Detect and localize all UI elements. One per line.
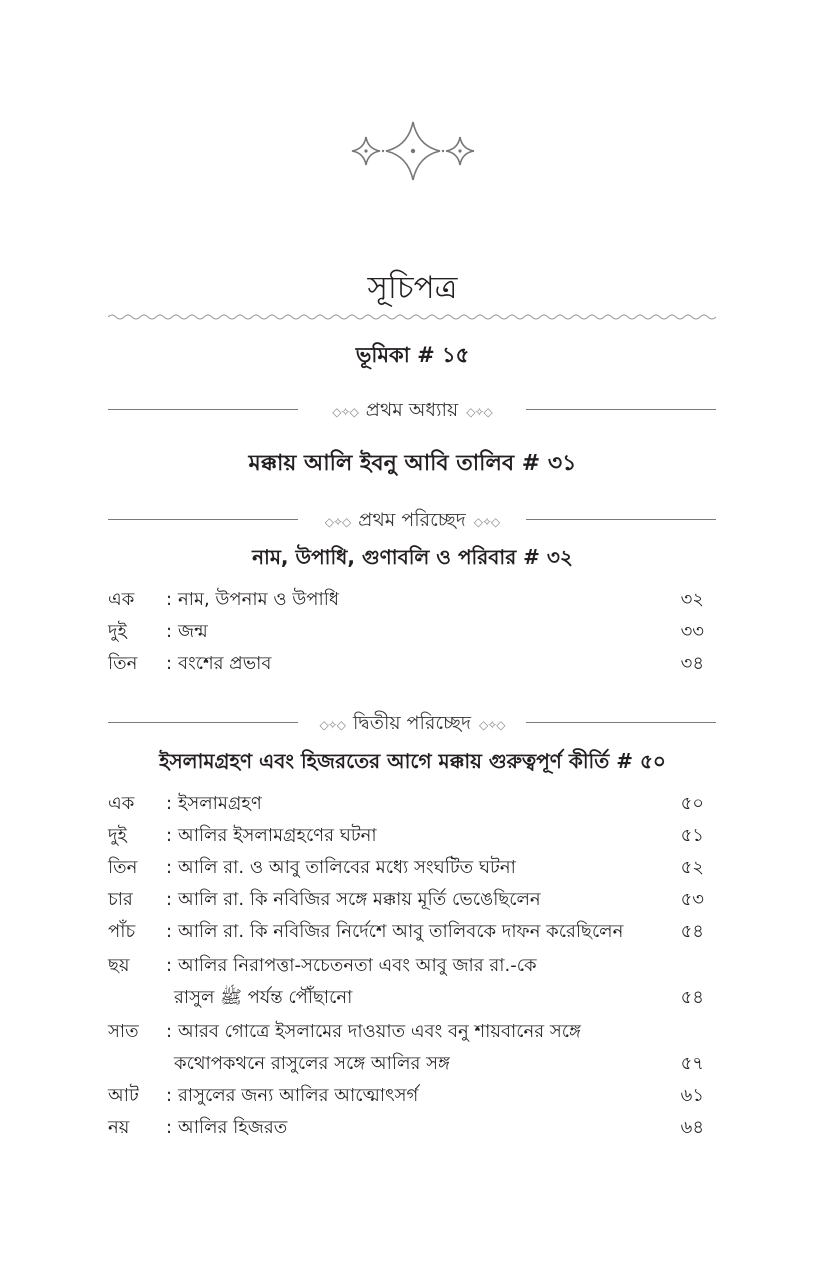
entry-page: ৫৪ (680, 921, 704, 942)
section-heading: নাম, উপাধি, গুণাবলি ও পরিবার # ৩২ (252, 545, 573, 569)
entry-title: নাম, উপনাম ও উপাধি (178, 589, 339, 610)
entry-title: বংশের প্রভাব (178, 653, 272, 674)
entry-number: আট (108, 1085, 139, 1106)
diamond-ornament-icon: ◇✧◇ (319, 718, 345, 732)
entry-number: এক (108, 589, 135, 610)
diamond-ornament-icon: ◇✧◇ (332, 405, 358, 419)
entry-page: ৩৩ (680, 621, 704, 642)
entry-title: আলি রা. কি নবিজির সঙ্গে মক্কায় মূর্তি ভেঙেছিলেন (178, 889, 541, 910)
intro-entry: ভূমিকা # ১৫ (355, 343, 470, 367)
entry-number: দুই (108, 621, 127, 642)
entry-number: দুই (108, 825, 127, 846)
entry-number: সাত (108, 1021, 139, 1042)
entry-number: চার (108, 889, 133, 910)
star-ornament-icon (348, 120, 478, 182)
entry-title: আলির নিরাপত্তা-সচেতনতা এবং আবু জার রা.-কে (178, 955, 537, 976)
entry-number: পাঁচ (108, 921, 136, 942)
entry-page: ৬৪ (680, 1117, 704, 1138)
section-divider (108, 508, 716, 532)
entry-number: এক (108, 793, 135, 814)
entry-page: ৫০ (680, 793, 704, 814)
entry-page: ৫৭ (680, 1053, 704, 1074)
entry-page: ৩৪ (680, 653, 704, 674)
entry-title: আলির হিজরত (178, 1117, 288, 1138)
entry-number: তিন (108, 653, 138, 674)
entry-title: জন্ম (178, 621, 208, 642)
chapter-label: প্রথম অধ্যায় (365, 399, 459, 421)
section-label: দ্বিতীয় পরিচ্ছেদ (352, 712, 472, 734)
page-title: সূচিপত্র (367, 270, 458, 306)
entry-page: ৫৩ (680, 889, 704, 910)
section-heading: ইসলামগ্রহণ এবং হিজরতের আগে মক্কায় গুরুত্বপূর্ণ কীর্তি # ৫০ (159, 749, 666, 773)
diamond-ornament-icon: ◇✧◇ (466, 405, 492, 419)
entry-title-continued: কথোপকথনে রাসুলের সঙ্গে আলির সঙ্গ (174, 1053, 450, 1074)
entry-title: আলি রা. ও আবু তালিবের মধ্যে সংঘটিত ঘটনা (178, 857, 516, 878)
diamond-ornament-icon: ◇✧◇ (324, 515, 351, 529)
wavy-divider (108, 312, 716, 322)
section-label: প্রথম পরিচ্ছেদ (358, 509, 466, 531)
entry-page: ৫১ (680, 825, 704, 846)
chapter-heading: মক্কায় আলি ইবনু আবি তালিব # ৩১ (248, 451, 577, 476)
entry-number: তিন (108, 857, 138, 878)
entry-title: আলি রা. কি নবিজির নির্দেশে আবু তালিবকে দাফন করেছিলেন (178, 921, 624, 942)
entry-page: ৫২ (680, 857, 704, 878)
diamond-ornament-icon: ◇✧◇ (479, 718, 505, 732)
chapter-divider (108, 398, 716, 422)
entry-page: ৫৪ (680, 987, 704, 1008)
entry-title: ইসলামগ্রহণ (178, 793, 262, 814)
entry-page: ৩২ (680, 589, 704, 610)
entry-title-continued: রাসুল ﷺ পর্যন্ত পৌঁছানো (174, 987, 353, 1008)
diamond-ornament-icon: ◇✧◇ (473, 515, 500, 529)
entry-page: ৬১ (680, 1085, 704, 1106)
entry-number: ছয় (108, 955, 130, 976)
section-divider (108, 711, 716, 735)
toc-page: সূচিপত্র ভূমিকা # ১৫ ◇✧◇ প্রথম অধ্যায় ◇✧◇ মক্কায় আলি ইবনু আবি তালিব # ৩১ ◇✧◇ প্রথম পরিচ্ছেদ ◇✧◇ নাম, উপাধি, গুণাবলি ও পরিবার # ৩২ এক : নাম, উপনাম ও উপাধি ৩২ দুই : জন্ম ৩৩ তিন : বংশের প্রভাব ৩৪ ◇✧◇ দ্বিতীয় পরিচ্ছেদ ◇✧◇ ইসলামগ্রহণ এবং হিজরতের আগে মক্কায় গুরুত্বপূর্ণ কীর্তি # ৫০ এক : ইসলামগ্রহণ ৫০ দুই : আলির ইসলামগ্রহণের ঘটনা ৫১ তিন : আলি রা. ও আবু তালিবের মধ্যে সংঘটিত ঘটনা ৫২ চার : আলি রা. কি নবিজির সঙ্গে মক্কায় মূর্তি ভেঙেছিলেন ৫৩ পাঁচ : আলি রা. কি নবিজির নির্দেশে আবু তালিবকে দাফন করেছিলেন ৫৪ ছয় : আলির নিরাপত্তা-সচেতনতা এবং আবু জার রা.-কে রাসুল ﷺ পর্যন্ত পৌঁছানো ৫৪ সাত : আরব গোত্রে ইসলামের দাওয়াত এবং বনু শায়বানের সঙ্গে কথোপকথনে রাসুলের সঙ্গে আলির সঙ্গ ৫৭ আট : রাসুলের জন্য আলির আত্মোৎসর্গ ৬১ নয় : আলির হিজরত ৬৪ (0, 0, 825, 1275)
entry-title: রাসুলের জন্য আলির আত্মোৎসর্গ (178, 1085, 419, 1106)
entry-title: আরব গোত্রে ইসলামের দাওয়াত এবং বনু শায়বানের সঙ্গে (178, 1021, 581, 1042)
entry-number: নয় (108, 1117, 130, 1138)
entry-title: আলির ইসলামগ্রহণের ঘটনা (178, 825, 377, 846)
